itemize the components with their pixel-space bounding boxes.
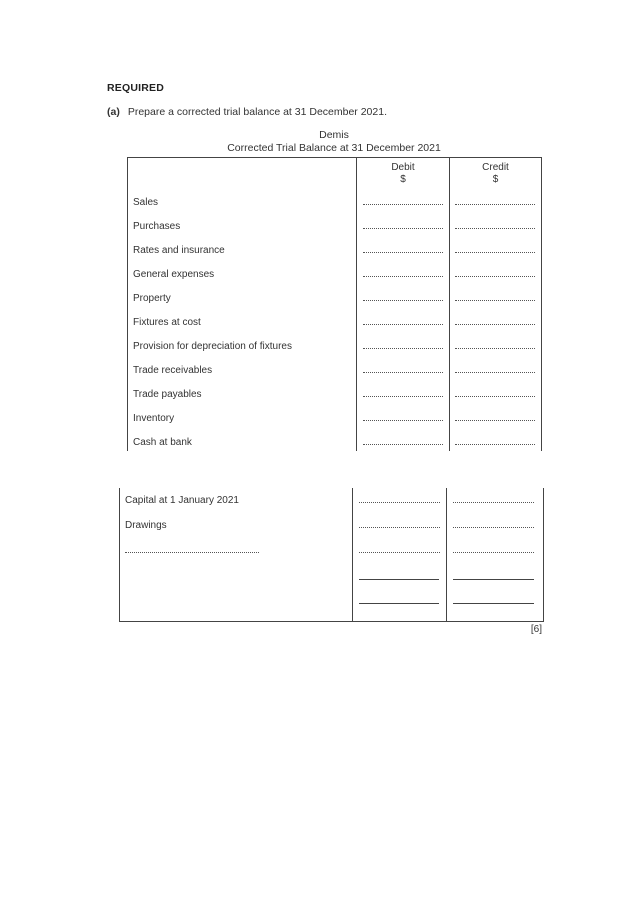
marks-allocation: [6] xyxy=(530,624,542,635)
debit-answer-line[interactable] xyxy=(363,396,443,397)
debit-answer-line[interactable] xyxy=(363,372,443,373)
row-label: General expenses xyxy=(133,269,215,280)
debit-answer-line[interactable] xyxy=(363,300,443,301)
debit-answer-line[interactable] xyxy=(359,527,440,528)
debit-answer-line[interactable] xyxy=(363,276,443,277)
table-row xyxy=(127,197,542,213)
credit-label: Credit xyxy=(482,162,509,173)
debit-total-line[interactable] xyxy=(359,579,439,580)
item-name-answer-line[interactable] xyxy=(125,552,259,553)
trial-balance-title: Corrected Trial Balance at 31 December 2021 xyxy=(227,142,441,154)
row-label: Fixtures at cost xyxy=(133,317,201,328)
row-label: Capital at 1 January 2021 xyxy=(125,495,239,506)
row-label: Trade receivables xyxy=(133,365,213,376)
required-heading: REQUIRED xyxy=(107,82,165,94)
row-label: Sales xyxy=(133,197,159,208)
table-row xyxy=(127,221,542,237)
table-row xyxy=(127,437,542,453)
credit-answer-line[interactable] xyxy=(455,324,535,325)
row-label: Rates and insurance xyxy=(133,245,225,256)
debit-answer-line[interactable] xyxy=(363,444,443,445)
row-label: Property xyxy=(133,293,171,304)
debit-answer-line[interactable] xyxy=(363,324,443,325)
trial-balance-table-part2 xyxy=(119,488,544,622)
debit-label: Debit xyxy=(391,162,415,173)
row-label: Provision for depreciation of fixtures xyxy=(133,341,292,352)
table-row xyxy=(127,365,542,381)
question-text: Prepare a corrected trial balance at 31 December 2021. xyxy=(127,106,387,118)
table-row xyxy=(127,413,542,429)
debit-double-total-line[interactable] xyxy=(359,603,439,604)
row-label: Trade payables xyxy=(133,389,202,400)
credit-answer-line[interactable] xyxy=(455,420,535,421)
credit-column-header xyxy=(450,162,541,186)
credit-answer-line[interactable] xyxy=(455,372,535,373)
table-top-border xyxy=(127,157,542,158)
debit-answer-line[interactable] xyxy=(359,552,440,553)
debit-column-header xyxy=(357,162,449,186)
debit-answer-line[interactable] xyxy=(363,252,443,253)
credit-answer-line[interactable] xyxy=(453,552,534,553)
credit-answer-line[interactable] xyxy=(453,527,534,528)
table-row xyxy=(119,495,544,511)
credit-answer-line[interactable] xyxy=(455,204,535,205)
debit-unit: $ xyxy=(400,174,406,185)
row-label: Inventory xyxy=(133,413,175,424)
table-row xyxy=(127,293,542,309)
debit-answer-line[interactable] xyxy=(363,204,443,205)
question-label: (a) xyxy=(107,106,120,118)
table-row xyxy=(127,341,542,357)
row-label: Purchases xyxy=(133,221,181,232)
credit-double-total-line[interactable] xyxy=(453,603,534,604)
table-row xyxy=(127,317,542,333)
credit-answer-line[interactable] xyxy=(455,228,535,229)
question-line xyxy=(107,106,387,118)
credit-answer-line[interactable] xyxy=(455,276,535,277)
credit-answer-line[interactable] xyxy=(453,502,534,503)
debit-answer-line[interactable] xyxy=(363,420,443,421)
credit-answer-line[interactable] xyxy=(455,300,535,301)
credit-answer-line[interactable] xyxy=(455,444,535,445)
credit-answer-line[interactable] xyxy=(455,348,535,349)
debit-answer-line[interactable] xyxy=(363,228,443,229)
debit-answer-line[interactable] xyxy=(363,348,443,349)
debit-answer-line[interactable] xyxy=(359,502,440,503)
table-row xyxy=(127,389,542,405)
table-row xyxy=(127,269,542,285)
credit-answer-line[interactable] xyxy=(455,396,535,397)
table-row xyxy=(127,245,542,261)
row-label: Cash at bank xyxy=(133,437,192,448)
row-label: Drawings xyxy=(125,520,167,531)
trial-balance-table-part1 xyxy=(127,157,542,451)
blank-entry-row xyxy=(119,545,544,561)
credit-total-line[interactable] xyxy=(453,579,534,580)
company-name: Demis xyxy=(319,129,349,141)
credit-answer-line[interactable] xyxy=(455,252,535,253)
table-row xyxy=(119,520,544,536)
credit-unit: $ xyxy=(492,174,499,185)
table-bottom-border xyxy=(119,621,544,622)
